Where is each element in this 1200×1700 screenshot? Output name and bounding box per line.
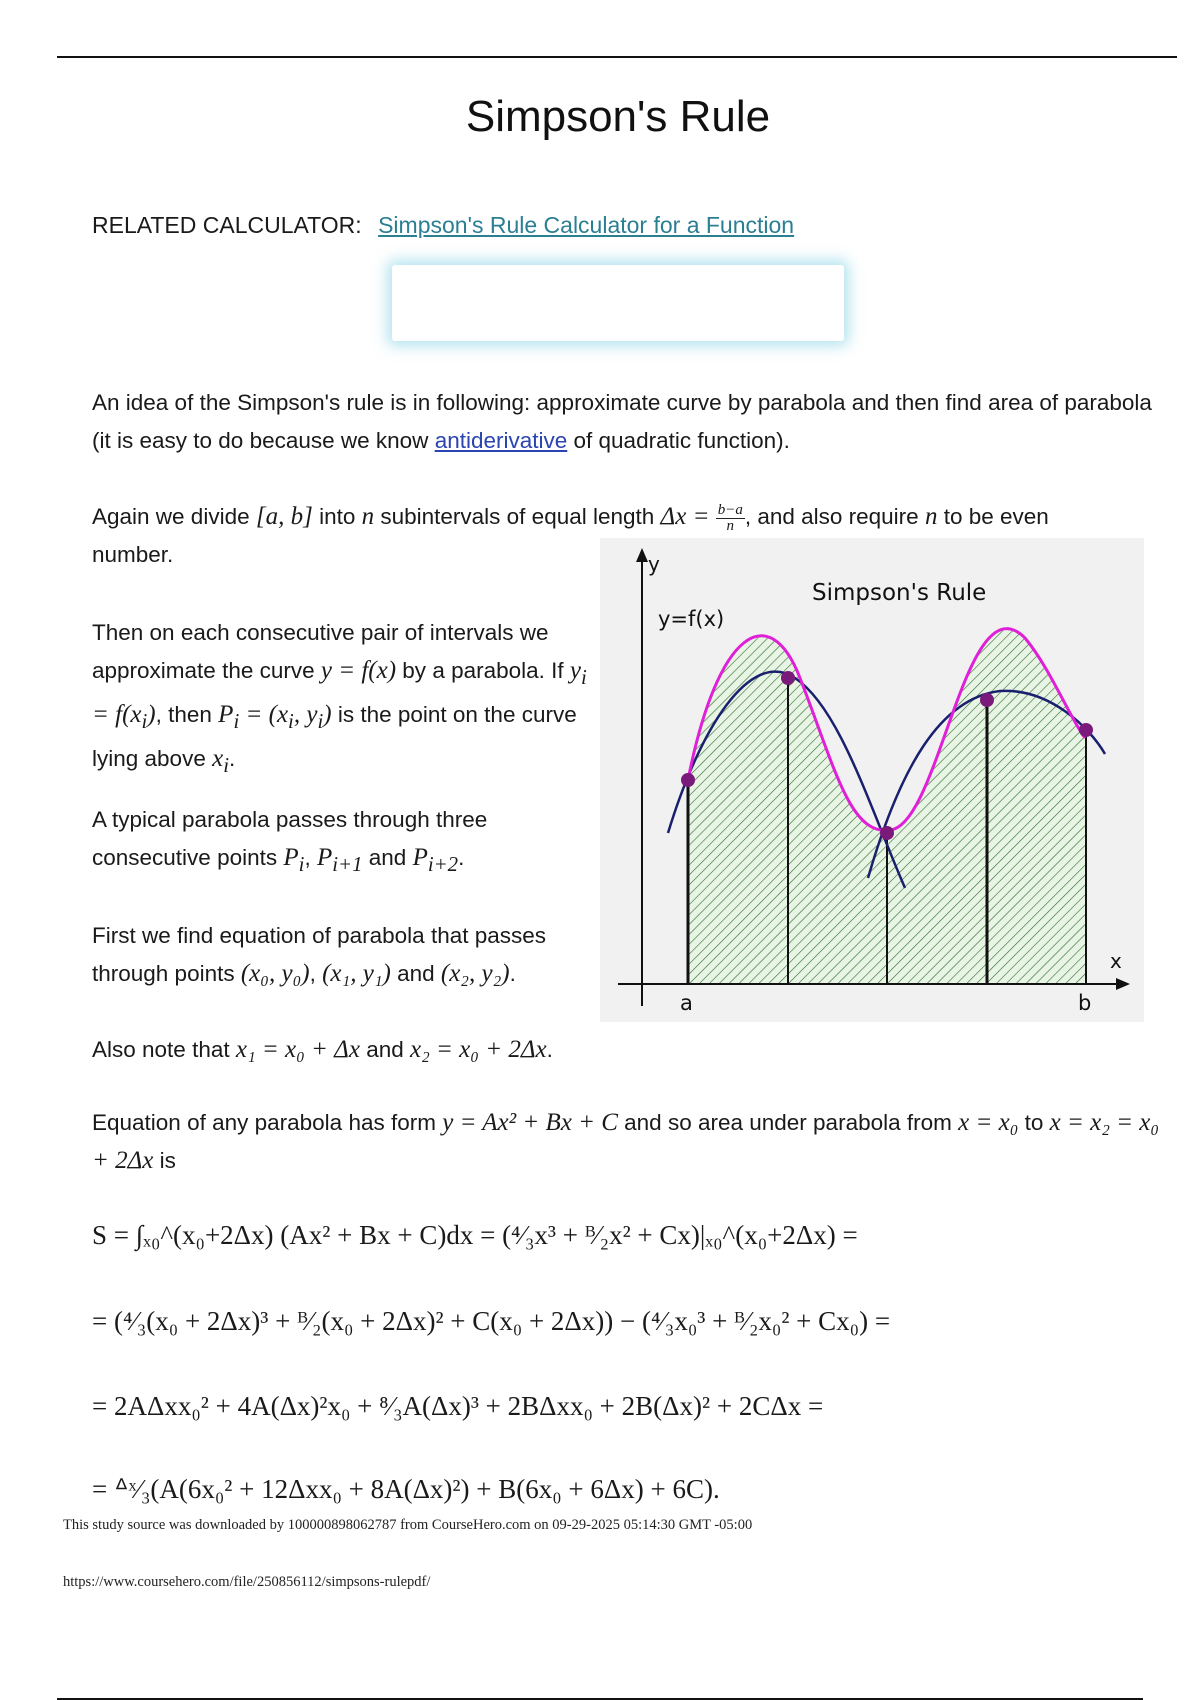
lower-limit-math: x = x₀ (958, 1109, 1019, 1136)
p3-text: is the point on the curve lying above (92, 702, 577, 771)
p6-text: and (359, 1037, 410, 1062)
n-math: n (361, 503, 375, 530)
related-calculator-link[interactable]: Simpson's Rule Calculator for a Function (378, 212, 795, 238)
p2-text: Again we divide (92, 504, 256, 529)
pi-math: $P_i = (x_i$, $y_i$) (218, 701, 332, 733)
parabola-approx-paragraph (92, 614, 592, 784)
equation-line-4: = ᐞˣ⁄₃(A(6x₀² + 12Δxx₀ + 8A(Δx)²) + B(6x₀ + 6Δx) + 6C). (92, 1474, 720, 1504)
x-axis-arrow (1116, 978, 1130, 990)
p3-text: . (229, 746, 236, 771)
related-label: RELATED CALCULATOR: (92, 212, 362, 238)
equation-line-1: S = ∫ₓ₀^(x₀+2Δx) (Ax² + Bx + C)dx = (⁴⁄₃x³ + ᴮ⁄₂x² + Cx)|ₓ₀^(x₀+2Δx) = (92, 1220, 858, 1250)
b-label: b (1078, 991, 1092, 1015)
point-p2 (880, 826, 894, 840)
curve-label: y=f(x) (658, 607, 725, 631)
p-i-math: $P_i$ (283, 844, 305, 876)
source-url: https://www.coursehero.com/file/250856112/simpsons-rulepdf/ (63, 1574, 431, 1590)
p6-text: . (546, 1037, 553, 1062)
page-title: Simpson's Rule (465, 92, 771, 141)
point0-math: (x₀, y₀) (240, 960, 310, 987)
download-notice: This study source was downloaded by 100000898062787 from CourseHero.com on 09-29-2025 05:14:30 GMT -05:00 (63, 1517, 753, 1533)
p2-text: to be even number. (92, 504, 1049, 567)
p7-text: to (1018, 1110, 1050, 1135)
p7-text: and so area under parabola from (617, 1110, 959, 1135)
p7-text: is (153, 1148, 176, 1173)
intro-text: An idea of the Simpson's rule is in following: approximate curve by parabola and then find area of parabola (it is easy to do because we know (92, 390, 1152, 453)
fraction-denominator: n (726, 517, 735, 534)
y-axis-label: y (648, 552, 660, 576)
x1-math: x₁ = x₀ + Δx (235, 1036, 360, 1063)
p-i2-math: $P_{i+2}$ (412, 844, 459, 876)
delta-x-fraction (716, 503, 745, 534)
yi-math: $y_i = f(x_i)$ (92, 657, 587, 733)
p7-text: Equation of any parabola has form (92, 1110, 443, 1135)
n-math: n (924, 503, 938, 530)
delta-x-math: Δx = (660, 503, 710, 530)
antiderivative-link[interactable]: antiderivative (434, 428, 568, 453)
intro-text-end: of quadratic function). (567, 428, 790, 453)
point-p1 (781, 671, 795, 685)
calculator-widget-box[interactable] (392, 265, 844, 341)
p6-text: Also note that (92, 1037, 236, 1062)
a-label: a (680, 991, 693, 1015)
x-axis-label: x (1110, 949, 1122, 973)
p5-text: . (509, 961, 516, 986)
three-points-paragraph (92, 801, 592, 883)
p5-text: and (390, 961, 441, 986)
curve-math: y = f(x) (320, 657, 397, 684)
p4-text: and (362, 845, 413, 870)
point-p0 (681, 773, 695, 787)
p-i1-math: $P_{i+1}$ (316, 844, 363, 876)
fraction-numerator: b−a (717, 501, 743, 518)
equation-line-2: = (⁴⁄₃(x₀ + 2Δx)³ + ᴮ⁄₂(x₀ + 2Δx)² + C(x₀ + 2Δx)) − (⁴⁄₃x₀³ + ᴮ⁄₂x₀² + Cx₀) = (92, 1306, 891, 1336)
p4-text: . (458, 845, 465, 870)
point2-math: (x₂, y₂) (440, 960, 510, 987)
p5-text: First we find equation of parabola that passes through points (92, 923, 547, 986)
equation-points-paragraph (92, 917, 592, 993)
simpsons-rule-figure (600, 538, 1144, 1022)
xi-math: $x_i$ (212, 745, 229, 777)
top-rule (57, 56, 1177, 58)
p3-text: by a parabola. If (396, 658, 570, 683)
interval-math: [a, b] (255, 503, 313, 530)
point-p3 (980, 693, 994, 707)
upper-limit-math: x = x₂ = x₀ + 2Δx (92, 1109, 1160, 1174)
p3-text: Then on each consecutive pair of intervals we approximate the curve (92, 620, 549, 683)
p3-text: , then (155, 702, 219, 727)
p2-text: into (312, 504, 362, 529)
simpsons-rule-diagram (600, 538, 1144, 1022)
p4-comma: , (304, 845, 317, 870)
equation-line-3: = 2AΔxx₀² + 4A(Δx)²x₀ + ⁸⁄₃A(Δx)³ + 2BΔxx₀ + 2B(Δx)² + 2CΔx = (92, 1391, 824, 1421)
parabola-form-math: y = Ax² + Bx + C (442, 1109, 618, 1136)
p5-comma: , (309, 961, 323, 986)
figure-title: Simpson's Rule (812, 580, 987, 606)
related-calculator (92, 212, 794, 239)
p2-text: , and also require (744, 504, 925, 529)
p4-text: A typical parabola passes through three consecutive points (92, 807, 488, 870)
area-paragraph (92, 1104, 1162, 1180)
note-paragraph (92, 1031, 1092, 1069)
intro-paragraph (92, 384, 1152, 460)
y-axis-arrow (636, 548, 648, 562)
x2-math: x₂ = x₀ + 2Δx (410, 1036, 547, 1063)
p2-text: subintervals of equal length (374, 504, 661, 529)
point1-math: (x₁, y₁) (322, 960, 391, 987)
point-p4 (1079, 723, 1093, 737)
